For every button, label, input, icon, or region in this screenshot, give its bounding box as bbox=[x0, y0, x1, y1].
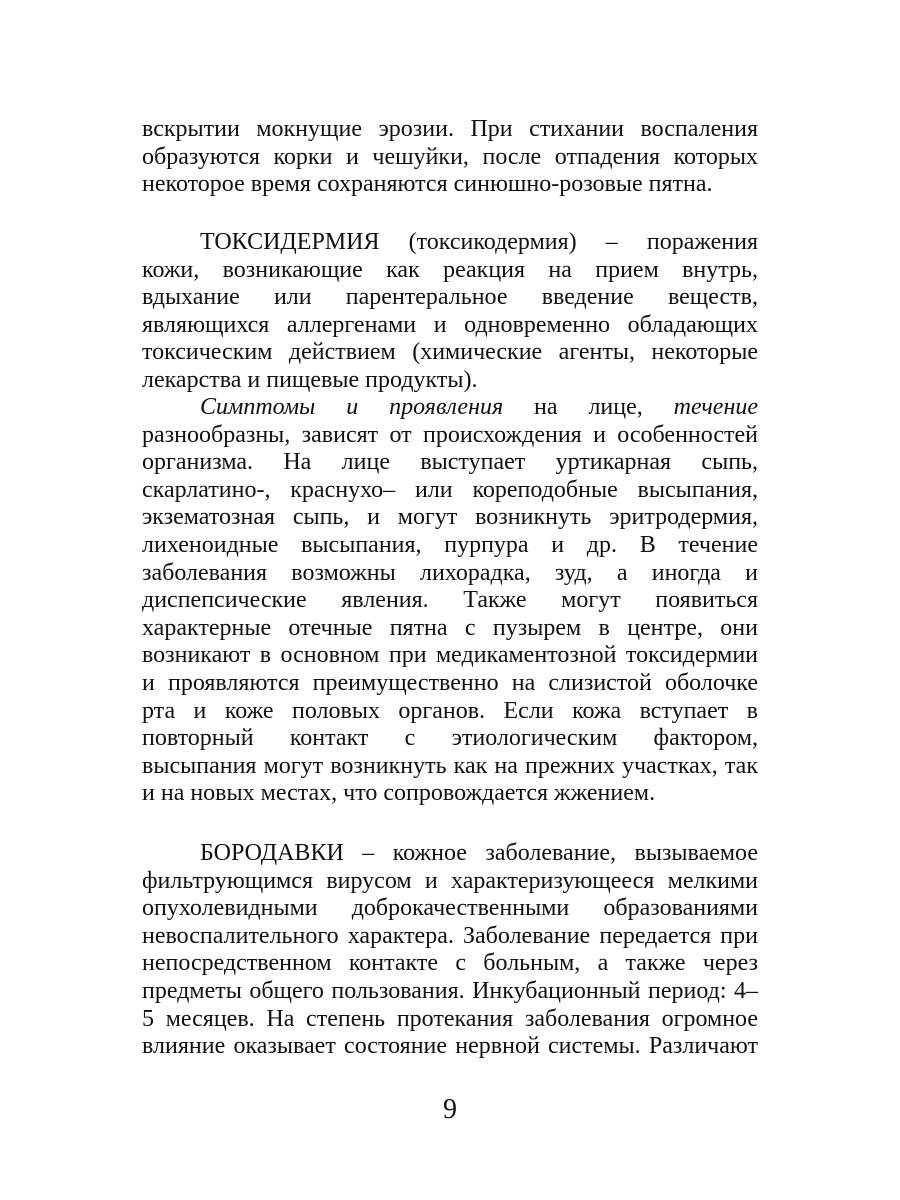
italic-term: течение bbox=[673, 394, 758, 420]
text-line: непосредственном контакте с больным, а также через bbox=[142, 950, 758, 977]
text-line: влияние оказывает состояние нервной системы. Различают bbox=[142, 1033, 758, 1060]
text-span: на лице, bbox=[503, 394, 674, 420]
text-line: опухолевидными доброкачественными образованиями bbox=[142, 895, 758, 922]
text-line: БОРОДАВКИ – кожное заболевание, вызываемое bbox=[200, 840, 758, 866]
text-line: организма. На лице выступает уртикарная сыпь, bbox=[142, 449, 758, 476]
text-line: лекарства и пищевые продукты). bbox=[142, 366, 478, 393]
text-line: разнообразны, зависят от происхождения и особенностей bbox=[142, 421, 758, 448]
text-line: невоспалительного характера. Заболевание передается при bbox=[142, 922, 758, 949]
page-number: 9 bbox=[443, 1094, 457, 1125]
text-line: образуются корки и чешуйки, после отпадения которых bbox=[142, 143, 758, 170]
text-line: характерные отечные пятна с пузырем в центре, они bbox=[142, 614, 758, 641]
text-line: заболевания возможны лихорадка, зуд, а иногда и bbox=[142, 559, 758, 586]
text-line: фильтрующимся вирусом и характеризующееся мелкими bbox=[142, 867, 758, 894]
text-line: токсическим действием (химические агенты, некоторые bbox=[142, 339, 758, 366]
text-line: экзематозная сыпь, и могут возникнуть эритродермия, bbox=[142, 504, 758, 531]
text-line: повторный контакт с этиологическим фактором, bbox=[142, 725, 758, 752]
text-line: 5 месяцев. На степень протекания заболевания огромное bbox=[142, 1005, 758, 1032]
text-line: некоторое время сохраняются синюшно-розовые пятна. bbox=[142, 171, 713, 198]
paragraph-warts bbox=[142, 840, 758, 1061]
text-line: диспепсические явления. Также могут появиться bbox=[142, 587, 758, 614]
text-line: возникают в основном при медикаментозной токсидермии bbox=[142, 642, 758, 669]
text-line bbox=[142, 394, 758, 422]
text-line: высыпания могут возникнуть как на прежних участках, так bbox=[142, 752, 758, 779]
text-line: лихеноидные высыпания, пурпура и др. В течение bbox=[142, 531, 758, 558]
paragraph-toxidermia bbox=[142, 229, 758, 395]
text-line: и на новых местах, что сопровождается жжением. bbox=[142, 780, 656, 807]
text-line: являющихся аллергенами и одновременно обладающих bbox=[142, 311, 758, 338]
text-line: рта и коже половых органов. Если кожа вступает в bbox=[142, 697, 758, 724]
text-line: вдыхание или парентеральное введение веществ, bbox=[142, 284, 758, 311]
text-line: вскрытии мокнущие эрозии. При стихании воспаления bbox=[142, 116, 758, 142]
text-line: и проявляются преимущественно на слизистой оболочке bbox=[142, 669, 758, 696]
text-line: скарлатино-, краснухо– или кореподобные высыпания, bbox=[142, 476, 758, 503]
text-line: кожи, возникающие как реакция на прием внутрь, bbox=[142, 256, 758, 283]
italic-term: Симптомы и проявления bbox=[200, 394, 504, 420]
paragraph-erosions bbox=[142, 116, 758, 199]
paragraph-symptoms bbox=[142, 394, 758, 808]
text-line: ТОКСИДЕРМИЯ (токсикодермия) – поражения bbox=[200, 229, 758, 255]
text-line: предметы общего пользования. Инкубационный период: 4– bbox=[142, 977, 758, 1004]
